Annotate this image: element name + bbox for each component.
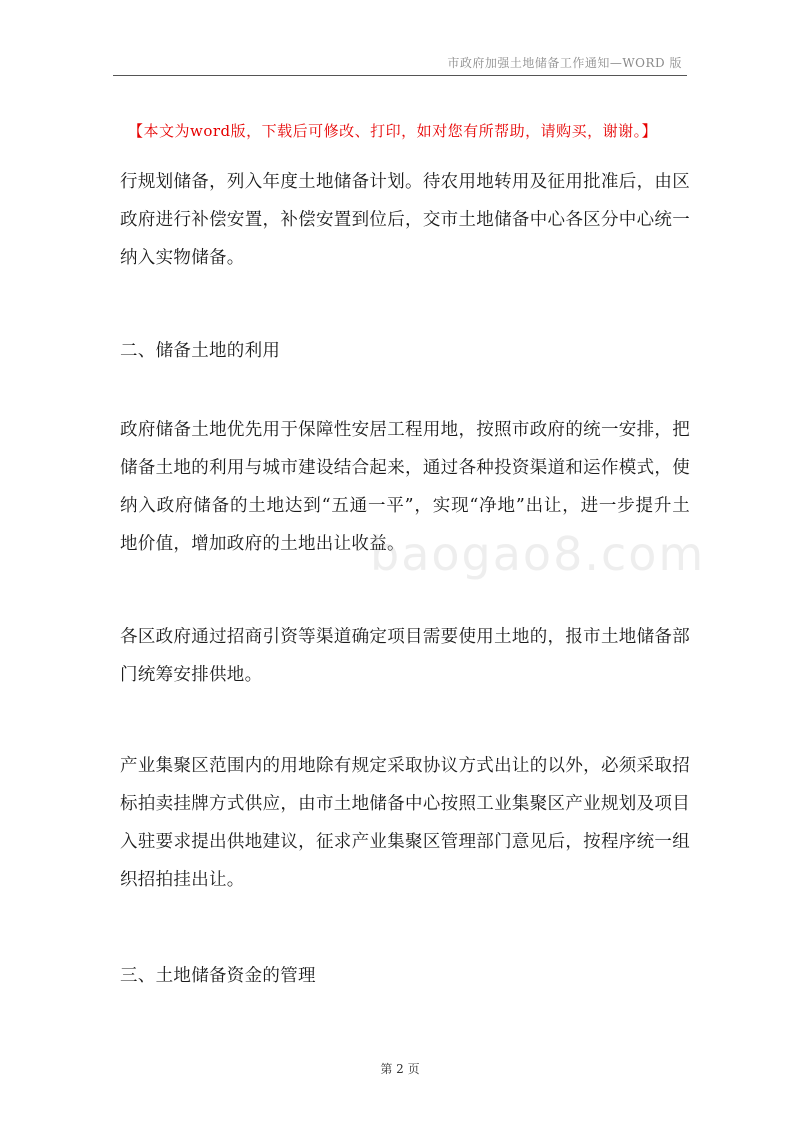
page-number: 第 2 页 (380, 1062, 420, 1076)
paragraph-4: 产业集聚区范围内的用地除有规定采取协议方式出让的以外，必须采取招标拍卖挂牌方式供应，由市土地储备中心按照工业集聚区产业规划及项目入驻要求提出供地建议，征求产业集聚区管理部门意见后，按程序统一组织招拍挂出让。 (120, 756, 690, 890)
header-title: 市政府加强土地储备工作通知—WORD 版 (447, 56, 682, 70)
section-heading-3: 三、土地储备资金的管理 (120, 966, 316, 986)
paragraph-1: 行规划储备，列入年度土地储备计划。待农用地转用及征用批准后，由区政府进行补偿安置，补偿安置到位后，交市土地储备中心各区分中心统一纳入实物储备。 (120, 172, 690, 268)
watermark: baogao8.com (370, 527, 706, 581)
header-divider (113, 75, 687, 76)
purchase-notice: 【本文为word版，下载后可修改、打印，如对您有所帮助，请购买，谢谢。】 (128, 122, 658, 140)
paragraph-2: 政府储备土地优先用于保障性安居工程用地，按照市政府的统一安排，把储备土地的利用与城市建设结合起来，通过各种投资渠道和运作模式，使纳入政府储备的土地达到“五通一平”，实现“净地”出让，进一步提升土地价值，增加政府的土地出让收益。 (120, 420, 690, 554)
paragraph-3: 各区政府通过招商引资等渠道确定项目需要使用土地的，报市土地储备部门统筹安排供地。 (120, 627, 690, 685)
section-heading-2: 二、储备土地的利用 (120, 341, 281, 361)
